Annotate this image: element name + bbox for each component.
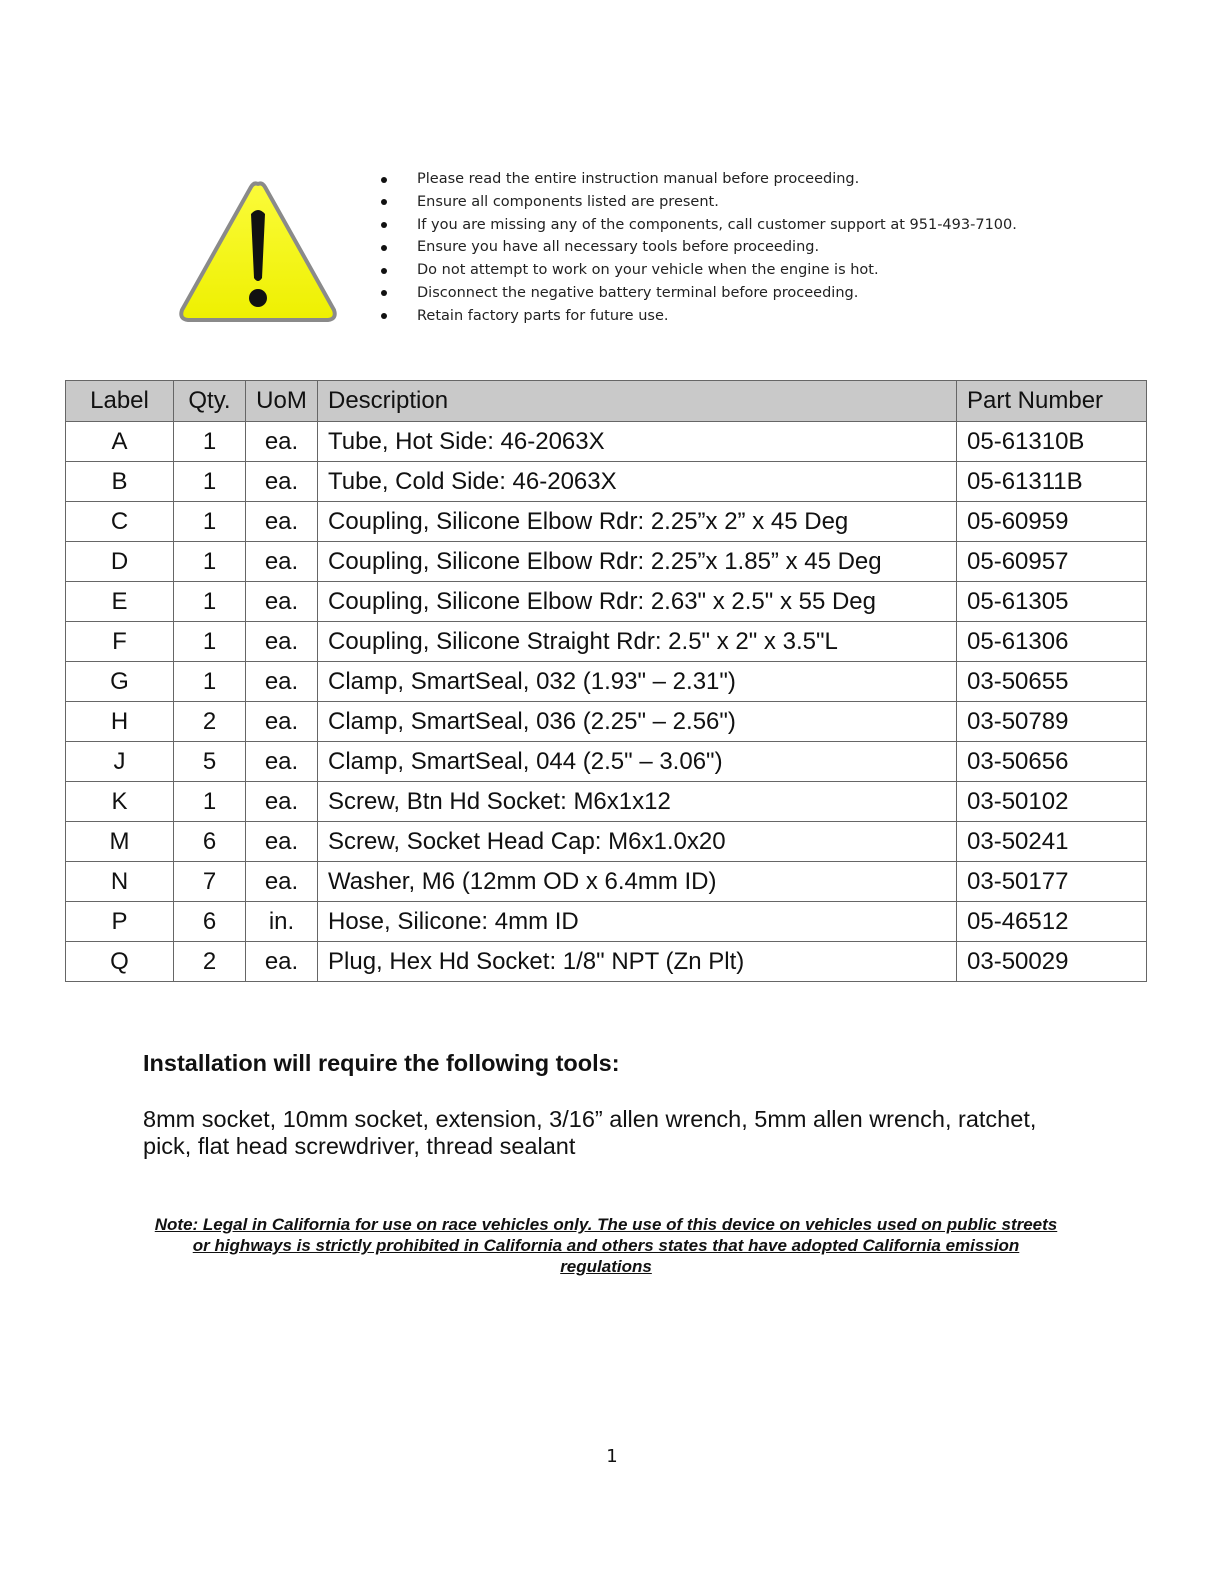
cell-description: Coupling, Silicone Elbow Rdr: 2.25”x 1.85” x 45 Deg	[318, 542, 957, 582]
table-row	[66, 542, 1147, 582]
warning-item: Ensure all components listed are present.	[380, 191, 1017, 214]
warning-item: Ensure you have all necessary tools before proceeding.	[380, 236, 1017, 259]
cell-part-number: 05-46512	[957, 902, 1147, 942]
cell-part-number: 05-61306	[957, 622, 1147, 662]
cell-label: P	[66, 902, 174, 942]
cell-part-number: 03-50029	[957, 942, 1147, 982]
table-row	[66, 662, 1147, 702]
cell-qty: 5	[174, 742, 246, 782]
cell-part-number: 05-61305	[957, 582, 1147, 622]
cell-description: Hose, Silicone: 4mm ID	[318, 902, 957, 942]
table-row	[66, 942, 1147, 982]
cell-qty: 1	[174, 542, 246, 582]
table-header-row	[66, 381, 1147, 422]
cell-part-number: 03-50656	[957, 742, 1147, 782]
cell-part-number: 03-50789	[957, 702, 1147, 742]
cell-label: A	[66, 422, 174, 462]
warning-item: Do not attempt to work on your vehicle when the engine is hot.	[380, 259, 1017, 282]
cell-uom: ea.	[246, 502, 318, 542]
cell-uom: ea.	[246, 462, 318, 502]
cell-description: Tube, Cold Side: 46-2063X	[318, 462, 957, 502]
cell-qty: 1	[174, 782, 246, 822]
cell-description: Coupling, Silicone Elbow Rdr: 2.25”x 2” x 45 Deg	[318, 502, 957, 542]
cell-label: E	[66, 582, 174, 622]
cell-part-number: 05-60957	[957, 542, 1147, 582]
cell-label: B	[66, 462, 174, 502]
cell-label: Q	[66, 942, 174, 982]
cell-label: G	[66, 662, 174, 702]
tools-heading: Installation will require the following tools:	[143, 1050, 620, 1076]
cell-qty: 1	[174, 422, 246, 462]
cell-part-number: 03-50655	[957, 662, 1147, 702]
warning-triangle-icon	[176, 178, 340, 326]
warning-item: Disconnect the negative battery terminal before proceeding.	[380, 282, 1017, 305]
cell-label: J	[66, 742, 174, 782]
cell-description: Clamp, SmartSeal, 032 (1.93" – 2.31")	[318, 662, 957, 702]
warning-list	[380, 168, 1017, 328]
cell-label: K	[66, 782, 174, 822]
cell-qty: 1	[174, 622, 246, 662]
cell-qty: 1	[174, 662, 246, 702]
warning-item: Retain factory parts for future use.	[380, 305, 1017, 328]
cell-label: H	[66, 702, 174, 742]
cell-description: Coupling, Silicone Straight Rdr: 2.5" x 2" x 3.5"L	[318, 622, 957, 662]
table-row	[66, 862, 1147, 902]
cell-uom: ea.	[246, 622, 318, 662]
cell-description: Tube, Hot Side: 46-2063X	[318, 422, 957, 462]
cell-qty: 2	[174, 702, 246, 742]
table-row	[66, 582, 1147, 622]
warning-item: Please read the entire instruction manual before proceeding.	[380, 168, 1017, 191]
cell-uom: ea.	[246, 822, 318, 862]
table-row	[66, 702, 1147, 742]
cell-description: Screw, Socket Head Cap: M6x1.0x20	[318, 822, 957, 862]
header-description: Description	[318, 381, 957, 422]
header-label: Label	[66, 381, 174, 422]
cell-uom: ea.	[246, 782, 318, 822]
cell-qty: 2	[174, 942, 246, 982]
header-qty: Qty.	[174, 381, 246, 422]
cell-part-number: 05-61311B	[957, 462, 1147, 502]
header-part-number: Part Number	[957, 381, 1147, 422]
table-row	[66, 422, 1147, 462]
cell-uom: ea.	[246, 702, 318, 742]
cell-uom: ea.	[246, 582, 318, 622]
tools-list: 8mm socket, 10mm socket, extension, 3/16” allen wrench, 5mm allen wrench, ratchet, pick, flat head screwdriver, thread sealant	[143, 1106, 1037, 1159]
cell-qty: 1	[174, 582, 246, 622]
cell-qty: 1	[174, 462, 246, 502]
cell-uom: ea.	[246, 742, 318, 782]
cell-uom: ea.	[246, 422, 318, 462]
cell-description: Clamp, SmartSeal, 044 (2.5" – 3.06")	[318, 742, 957, 782]
header-uom: UoM	[246, 381, 318, 422]
cell-uom: in.	[246, 902, 318, 942]
cell-part-number: 05-61310B	[957, 422, 1147, 462]
table-row	[66, 622, 1147, 662]
cell-description: Coupling, Silicone Elbow Rdr: 2.63" x 2.5" x 55 Deg	[318, 582, 957, 622]
cell-label: D	[66, 542, 174, 582]
cell-label: F	[66, 622, 174, 662]
cell-uom: ea.	[246, 542, 318, 582]
cell-label: M	[66, 822, 174, 862]
page-number: 1	[606, 1446, 618, 1467]
warning-item: If you are missing any of the components, call customer support at 951-493-7100.	[380, 214, 1017, 237]
cell-qty: 7	[174, 862, 246, 902]
cell-description: Plug, Hex Hd Socket: 1/8" NPT (Zn Plt)	[318, 942, 957, 982]
cell-part-number: 03-50241	[957, 822, 1147, 862]
table-row	[66, 462, 1147, 502]
cell-uom: ea.	[246, 662, 318, 702]
cell-qty: 6	[174, 822, 246, 862]
cell-part-number: 03-50102	[957, 782, 1147, 822]
cell-label: N	[66, 862, 174, 902]
cell-description: Clamp, SmartSeal, 036 (2.25" – 2.56")	[318, 702, 957, 742]
cell-part-number: 05-60959	[957, 502, 1147, 542]
legal-note: Note: Legal in California for use on race vehicles only. The use of this device on vehicles used on public streets or highways is strictly prohibited in California and others states that have adopted California emission regulations	[154, 1215, 1058, 1276]
table-row	[66, 782, 1147, 822]
cell-qty: 1	[174, 502, 246, 542]
table-row	[66, 902, 1147, 942]
parts-table	[65, 380, 1147, 982]
cell-uom: ea.	[246, 862, 318, 902]
cell-qty: 6	[174, 902, 246, 942]
cell-part-number: 03-50177	[957, 862, 1147, 902]
cell-description: Screw, Btn Hd Socket: M6x1x12	[318, 782, 957, 822]
table-row	[66, 502, 1147, 542]
cell-description: Washer, M6 (12mm OD x 6.4mm ID)	[318, 862, 957, 902]
table-row	[66, 742, 1147, 782]
parts-table-body	[66, 422, 1147, 982]
cell-label: C	[66, 502, 174, 542]
table-row	[66, 822, 1147, 862]
cell-uom: ea.	[246, 942, 318, 982]
